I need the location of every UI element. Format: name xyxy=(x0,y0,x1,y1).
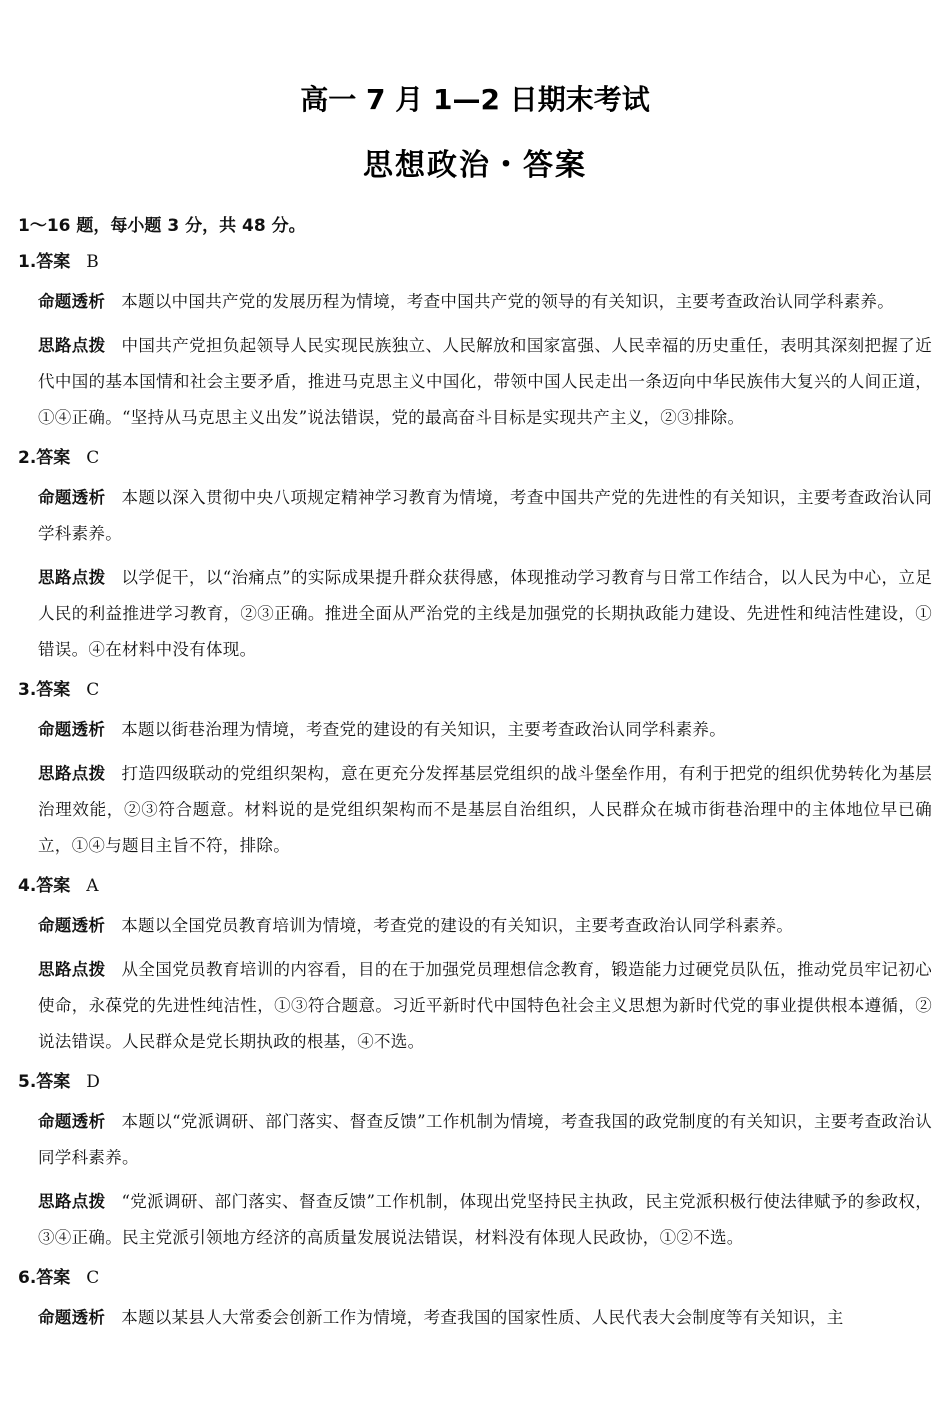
answer-value: C xyxy=(86,680,100,700)
hint-text: “党派调研、部门落实、督查反馈”工作机制，体现出党坚持民主执政，民主党派积极行使法律赋予的参政权，③④正确。民主党派引领地方经济的高质量发展说法错误，材料没有体现人民政协，①②不选。 xyxy=(38,1192,933,1247)
question-header xyxy=(18,676,932,704)
analysis-paragraph xyxy=(38,1300,932,1336)
hint-text: 中国共产党担负起领导人民实现民族独立、人民解放和国家富强、人民幸福的历史重任，表明其深刻把握了近代中国的基本国情和社会主要矛盾，推进马克思主义中国化，带领中国人民走出一条迈向中华民族伟大复兴的人间正道，①④正确。“坚持从马克思主义出发”说法错误，党的最高奋斗目标是实现共产主义，②③排除。 xyxy=(38,336,932,427)
hint-label: 思路点拨 xyxy=(38,1192,106,1211)
answer-label: 答案 xyxy=(36,448,71,468)
question-number: 2. xyxy=(18,448,37,468)
hint-paragraph xyxy=(38,328,932,436)
page-subtitle: 思想政治・答案 xyxy=(363,148,587,183)
hint-paragraph xyxy=(38,756,932,864)
answer-label: 答案 xyxy=(36,1072,71,1092)
analysis-paragraph xyxy=(38,284,932,320)
answer-value: A xyxy=(86,876,99,896)
analysis-paragraph xyxy=(38,1104,932,1176)
hint-label: 思路点拨 xyxy=(38,568,106,587)
question-5 xyxy=(18,1068,932,1256)
question-header xyxy=(18,444,932,472)
analysis-label: 命题透析 xyxy=(38,488,106,507)
analysis-text: 本题以深入贯彻中央八项规定精神学习教育为情境，考查中国共产党的先进性的有关知识，主要考查政治认同学科素养。 xyxy=(38,488,932,543)
answer-value: D xyxy=(86,1072,100,1092)
question-number: 3. xyxy=(18,680,37,700)
question-header xyxy=(18,872,932,900)
answer-value: C xyxy=(86,448,100,468)
question-header xyxy=(18,1068,932,1096)
hint-paragraph xyxy=(38,1184,932,1256)
answer-label: 答案 xyxy=(36,1268,71,1288)
question-1 xyxy=(18,248,932,436)
hint-label: 思路点拨 xyxy=(38,336,106,355)
answer-content xyxy=(18,212,932,1344)
analysis-text: 本题以街巷治理为情境，考查党的建设的有关知识，主要考查政治认同学科素养。 xyxy=(121,720,727,739)
question-number: 1. xyxy=(18,252,37,272)
hint-paragraph xyxy=(38,952,932,1060)
hint-label: 思路点拨 xyxy=(38,960,106,979)
hint-text: 从全国党员教育培训的内容看，目的在于加强党员理想信念教育，锻造能力过硬党员队伍，推动党员牢记初心使命，永葆党的先进性纯洁性，①③符合题意。习近平新时代中国特色社会主义思想为新时代党的事业提供根本遵循，②说法错误。人民群众是党长期执政的根基，④不选。 xyxy=(38,960,932,1051)
question-header xyxy=(18,1264,932,1292)
page-title: 高一 7 月 1—2 日期末考试 xyxy=(300,83,650,116)
question-number: 6. xyxy=(18,1268,37,1288)
answer-label: 答案 xyxy=(36,876,71,896)
analysis-text: 本题以“党派调研、部门落实、督查反馈”工作机制为情境，考查我国的政党制度的有关知识，主要考查政治认同学科素养。 xyxy=(38,1112,933,1167)
answer-label: 答案 xyxy=(36,252,71,272)
analysis-label: 命题透析 xyxy=(38,720,106,739)
analysis-label: 命题透析 xyxy=(38,292,106,311)
answer-value: B xyxy=(86,252,99,272)
analysis-paragraph xyxy=(38,480,932,552)
question-2 xyxy=(18,444,932,668)
answer-value: C xyxy=(86,1268,100,1288)
hint-paragraph xyxy=(38,560,932,668)
analysis-text: 本题以中国共产党的发展历程为情境，考查中国共产党的领导的有关知识，主要考查政治认同学科素养。 xyxy=(121,292,895,311)
hint-label: 思路点拨 xyxy=(38,764,106,783)
question-6 xyxy=(18,1264,932,1336)
analysis-paragraph xyxy=(38,908,932,944)
analysis-label: 命题透析 xyxy=(38,1112,106,1131)
scoring-intro: 1～16 题，每小题 3 分，共 48 分。 xyxy=(18,216,306,236)
question-number: 4. xyxy=(18,876,37,896)
analysis-label: 命题透析 xyxy=(38,1308,106,1327)
question-header xyxy=(18,248,932,276)
hint-text: 以学促干，以“治痛点”的实际成果提升群众获得感，体现推动学习教育与日常工作结合，以人民为中心，立足人民的利益推进学习教育，②③正确。推进全面从严治党的主线是加强党的长期执政能力建设、先进性和纯洁性建设，①错误。④在材料中没有体现。 xyxy=(38,568,933,659)
analysis-text: 本题以某县人大常委会创新工作为情境，考查我国的国家性质、人民代表大会制度等有关知识，主 xyxy=(121,1308,844,1327)
question-4 xyxy=(18,872,932,1060)
analysis-label: 命题透析 xyxy=(38,916,106,935)
answer-label: 答案 xyxy=(36,680,71,700)
analysis-paragraph xyxy=(38,712,932,748)
question-number: 5. xyxy=(18,1072,37,1092)
question-3 xyxy=(18,676,932,864)
hint-text: 打造四级联动的党组织架构，意在更充分发挥基层党组织的战斗堡垒作用，有利于把党的组织优势转化为基层治理效能，②③符合题意。材料说的是党组织架构而不是基层自治组织，人民群众在城市街巷治理中的主体地位早已确立，①④与题目主旨不符，排除。 xyxy=(38,764,932,855)
analysis-text: 本题以全国党员教育培训为情境，考查党的建设的有关知识，主要考查政治认同学科素养。 xyxy=(121,916,794,935)
